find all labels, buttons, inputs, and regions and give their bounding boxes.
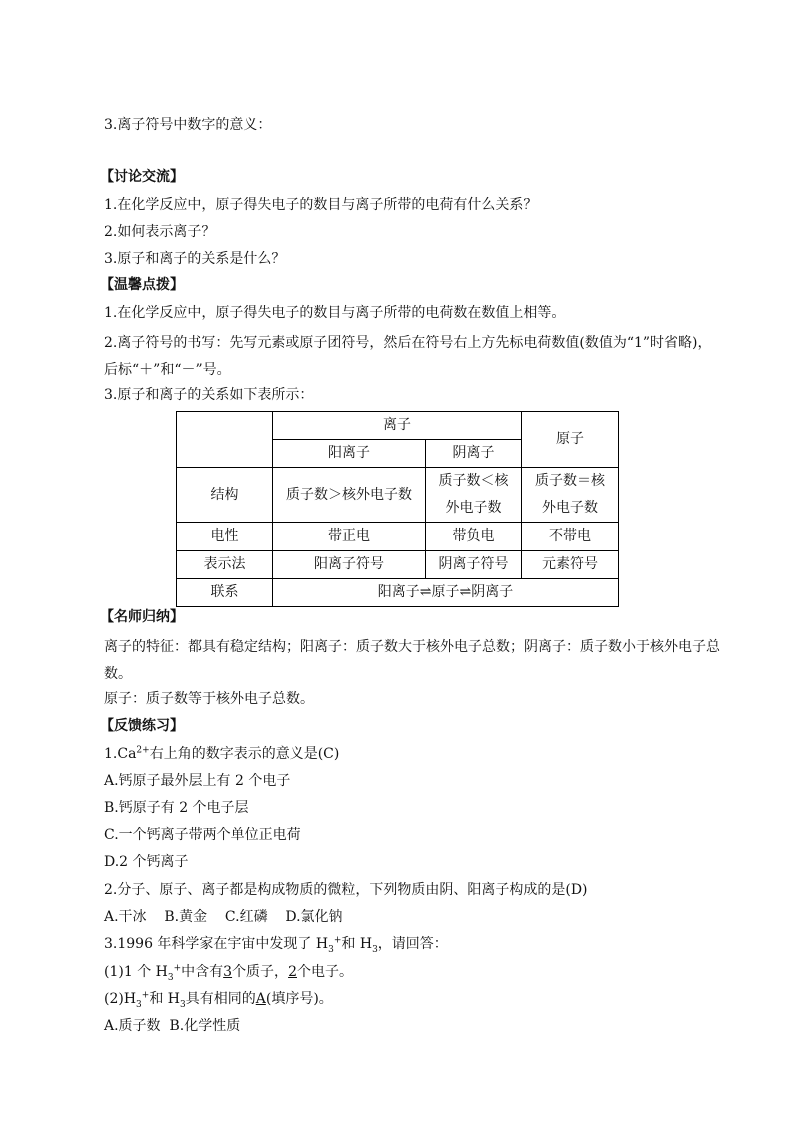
structure-atom-line2: 外电子数: [542, 500, 598, 516]
practice-q1-option-a: A.钙原子最外层上有 2 个电子: [104, 773, 291, 789]
q3-sup1: +: [333, 935, 342, 946]
practice-q3: [104, 934, 448, 954]
atom-ion-relation-table: [176, 411, 619, 607]
discussion-heading: 【讨论交流】: [100, 169, 184, 185]
structure-atom-line1: 质子数＝核: [535, 473, 605, 489]
structure-anion-line2: 外电子数: [445, 500, 502, 516]
practice-heading: 【反馈练习】: [100, 718, 184, 734]
discussion-q1: 1.在化学反应中，原子得失电子的数目与离子所带的电荷有什么关系？: [104, 197, 538, 213]
q1-ca: 1.Ca: [104, 746, 137, 762]
q3-1-sub: 3: [167, 972, 174, 983]
practice-q3-1: [104, 962, 353, 982]
practice-q1-option-c: C.一个钙离子带两个单位正电荷: [104, 827, 301, 843]
structure-atom: [522, 468, 619, 523]
q3-2-sub1: 3: [136, 999, 142, 1010]
q3-rest: ，请回答：: [377, 936, 448, 952]
notation-atom: 元素符号: [522, 551, 619, 579]
tips-p3: 3.原子和离子的关系如下表所示：: [104, 387, 314, 403]
header-ion: 离子: [273, 412, 522, 440]
tips-heading: 【温馨点拨】: [100, 277, 184, 293]
practice-q1-option-b: B.钙原子有 2 个电子层: [104, 800, 249, 816]
q3-1-lead: (1)1 个 H: [104, 964, 168, 980]
header-cation: 阳离子: [273, 440, 426, 468]
discussion-q3: 3.原子和离子的关系是什么？: [104, 251, 286, 267]
row-label-notation: 表示法: [177, 551, 273, 579]
q3-2-lead: (2)H: [104, 991, 137, 1007]
header-atom: 原子: [522, 412, 619, 468]
charge-anion: 带负电: [426, 523, 522, 551]
q3-sub1: 3: [328, 944, 334, 955]
q3-1-answer1: 3: [223, 964, 233, 980]
structure-anion: [426, 468, 522, 523]
summary-heading: 【名师归纳】: [100, 609, 184, 625]
practice-q1-option-d: D.2 个钙离子: [104, 854, 189, 870]
link-value: 阳离子⇌原子⇌阴离子: [273, 579, 619, 607]
row-label-link: 联系: [177, 579, 273, 607]
structure-anion-line1: 质子数＜核: [438, 473, 509, 489]
q3-1-mid1: 中含有: [181, 964, 224, 980]
practice-q2-options: A.干冰 B.黄金 C.红磷 D.氯化钠: [104, 909, 343, 925]
row-label-charge: 电性: [177, 523, 273, 551]
practice-q3-2: [104, 989, 333, 1009]
practice-q1: [104, 744, 339, 764]
charge-cation: 带正电: [273, 523, 426, 551]
table-corner-cell: [177, 412, 273, 468]
section-3-title: 3.离子符号中数字的意义：: [104, 117, 272, 133]
q1-rest: 右上角的数字表示的意义是(C): [149, 746, 340, 762]
q3-1-answer2: 2: [288, 964, 297, 980]
practice-q2: 2.分子、原子、离子都是构成物质的微粒，下列物质由阴、阳离子构成的是(D): [104, 882, 588, 898]
q3-2-rest: (填序号)。: [265, 991, 333, 1007]
summary-p1: 离子的特征：都具有稳定结构；阳离子：质子数大于核外电子总数；阴离子：质子数小于核外电子总数。: [104, 639, 720, 682]
tips-p1: 1.在化学反应中，原子得失电子的数目与离子所带的电荷数在数值上相等。: [104, 305, 566, 321]
summary-p2: 原子：质子数等于核外电子总数。: [104, 691, 314, 707]
header-anion: 阴离子: [426, 440, 522, 468]
q3-1-mid2: 个质子，: [232, 964, 289, 980]
q1-charge-sup: 2+: [136, 745, 150, 756]
q3-2-sub2: 3: [180, 999, 186, 1010]
q3-mid: 和 H: [341, 936, 373, 952]
notation-cation: 阳离子符号: [273, 551, 426, 579]
row-label-structure: 结构: [177, 468, 273, 523]
q3-2-sup1: +: [141, 990, 150, 1001]
q3-1-sup: +: [173, 963, 182, 974]
q3-lead: 3.1996 年科学家在宇宙中发现了 H: [104, 936, 329, 952]
q3-2-mid: 和 H: [149, 991, 180, 1007]
tips-p2-text: 2.离子符号的书写：先写元素或原子团符号，然后在符号右上方先标电荷数值(数值为“1”时省略)，后标“＋”和“－”号。: [104, 335, 712, 378]
tips-p2: [104, 330, 724, 384]
discussion-q2: 2.如何表示离子？: [104, 224, 216, 240]
q3-sub2: 3: [372, 944, 378, 955]
q3-2-mid2: 具有相同的: [185, 991, 256, 1007]
charge-atom: 不带电: [522, 523, 619, 551]
notation-anion: 阴离子符号: [426, 551, 522, 579]
practice-q3-options: A.质子数 B.化学性质: [104, 1018, 241, 1034]
q3-2-answer: A: [255, 991, 266, 1007]
structure-cation: 质子数＞核外电子数: [273, 468, 426, 523]
q3-1-rest: 个电子。: [296, 964, 353, 980]
